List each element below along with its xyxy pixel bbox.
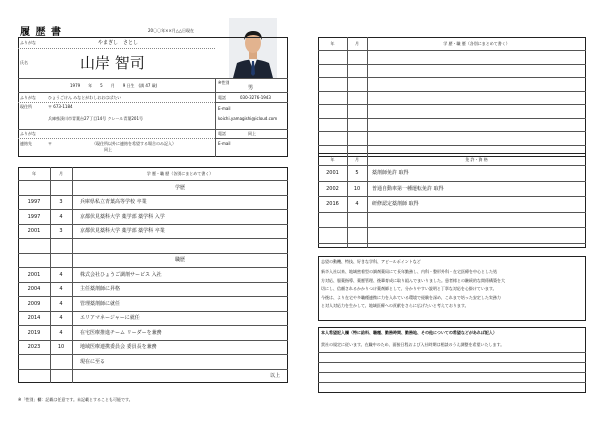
- name-label: 氏名: [20, 60, 28, 65]
- history-entry: 以上: [269, 373, 280, 379]
- history-month: 3: [59, 199, 63, 205]
- document-date: 20〇〇年××月△△日現在: [148, 28, 194, 33]
- history-month: 4: [59, 315, 63, 321]
- history2-column-header: 学 歴・職 歴（各別にまとめて書く）: [443, 41, 510, 46]
- row-divider: [318, 212, 586, 213]
- contact-email-label: E-mail: [218, 141, 231, 146]
- motivation-label: 志望の動機、特技、好きな学科、アピールポイントなど: [321, 259, 421, 264]
- contact-postal: 〒: [48, 141, 52, 146]
- contact-same: 同上: [104, 147, 112, 152]
- license-year: 2001: [326, 170, 339, 176]
- row-divider: [18, 253, 288, 254]
- document-title: 履 歴 書: [20, 27, 62, 38]
- row-divider: [318, 227, 586, 228]
- history-entry: 株式会社ひょうご調剤サービス 入社: [80, 271, 162, 278]
- history-entry: 主任薬剤師に昇格: [80, 286, 121, 292]
- row-divider: [18, 224, 288, 225]
- row-divider: [318, 104, 586, 105]
- gender-label: ※性別: [218, 80, 230, 85]
- history-entry: 京都伏見薬科大学 薬学部 薬学科 卒業: [80, 228, 165, 234]
- phone-label: 電話: [218, 95, 226, 100]
- row-divider: [18, 209, 288, 210]
- license-entry: 普通自動車第一種運転免許 取得: [372, 185, 444, 192]
- motivation-line: と対人対応力を生かして、地域医療への貢献をさらに広げたいと考えております。: [321, 303, 469, 308]
- row-divider: [18, 311, 288, 312]
- license-entry: 研修認定薬剤師 取得: [372, 201, 419, 207]
- row-divider: [318, 64, 586, 65]
- row-divider: [318, 77, 586, 78]
- birth-date: 1979 年 5 月 9 日生 (満 47 歳): [70, 83, 158, 88]
- row-divider: [318, 382, 586, 383]
- license-month: 4: [355, 201, 359, 207]
- requests-text: 貴社の規定に従います。在職中のため、面接日程および入社時期は相談のうえ調整を希望いたします。: [321, 342, 505, 347]
- history-year-header: 年: [32, 171, 36, 176]
- history-month: 3: [59, 228, 63, 234]
- motivation-line: 方対応、服薬指導、薬歴管理、後輩育成に取り組んでまいりました。患者様との継続的な関係構築を大: [321, 277, 505, 283]
- row-divider: [318, 372, 586, 373]
- row-divider: [18, 267, 288, 268]
- history-entry: 京都伏見薬科大学 薬学部 薬学科 入学: [80, 213, 165, 220]
- history-year: 2009: [27, 300, 41, 307]
- license-year: 2016: [326, 201, 339, 207]
- row-divider: [318, 131, 586, 132]
- history-year: 2014: [27, 315, 41, 321]
- row-divider: [318, 118, 586, 119]
- history2-month-header: 月: [355, 41, 359, 46]
- row-divider: [18, 282, 288, 283]
- email-label: E-mail: [218, 106, 231, 111]
- history-year: 2019: [27, 329, 41, 336]
- row-divider: [18, 180, 288, 181]
- row-divider: [318, 50, 586, 51]
- history-entry: 在宅医療推進チーム リーダーを兼務: [80, 329, 162, 336]
- row-divider: [18, 354, 288, 355]
- license-year-header: 年: [330, 157, 335, 162]
- row-divider: [318, 91, 586, 92]
- contact-phone-label: 電話: [218, 131, 226, 136]
- history-month: 4: [59, 271, 63, 278]
- license-month-header: 月: [355, 157, 359, 162]
- row-divider: [318, 196, 586, 197]
- footnote: ※「性別」欄：記載は任意です。未記載とすることも可能です。: [18, 397, 133, 402]
- history-year: 2001: [27, 228, 41, 234]
- history-entry: 職歴: [174, 257, 185, 263]
- history-month: 4: [59, 300, 63, 307]
- history-entry: 現在に至る: [80, 358, 106, 365]
- history-year: 2004: [27, 286, 41, 292]
- history-month: 10: [57, 344, 65, 350]
- row-divider: [18, 340, 288, 341]
- history-month-header: 月: [59, 171, 63, 176]
- motivation-line: 切にし、信頼されるかかりつけ薬剤師として、分かりやすい説明と丁寧な対応を心掛けています。: [321, 286, 497, 291]
- history-year: 1997: [27, 199, 41, 205]
- contact-phone-value: 同上: [248, 131, 256, 136]
- row-divider: [18, 325, 288, 326]
- row-divider: [318, 165, 586, 166]
- row-divider: [318, 362, 586, 363]
- history-month: 4: [59, 329, 63, 336]
- history-year: 1997: [27, 213, 41, 220]
- row-divider: [18, 296, 288, 297]
- full-name: 山岸 智司: [80, 54, 145, 72]
- history-table-continued: [318, 37, 586, 157]
- history-entry: 管理薬剤師に就任: [80, 300, 121, 307]
- motivation-line: 新卒入社以来、地域密着型の調剤薬局にて長年勤務し、内科・整形外科・在宅医療を中心とした処: [321, 269, 497, 274]
- address-furigana: ひょうごけん みなとがわしおおはばたい: [48, 95, 122, 100]
- row-divider: [18, 238, 288, 239]
- history-entry: 兵庫県私立青葉高等学校 卒業: [80, 199, 147, 205]
- address-furigana-label: ふりがな: [20, 95, 36, 100]
- row-divider: [318, 352, 586, 353]
- license-month: 5: [355, 170, 359, 176]
- row-divider: [18, 369, 288, 370]
- row-divider: [318, 145, 586, 146]
- contact-note: （現住所以外に連絡を希望する場合のみ記入）: [92, 141, 176, 146]
- row-divider: [318, 243, 586, 244]
- history-month: 4: [59, 286, 63, 292]
- history2-year-header: 年: [330, 41, 335, 46]
- furigana-label: ふりがな: [20, 40, 36, 45]
- row-divider: [318, 181, 586, 182]
- contact-furigana-label: ふりがな: [20, 131, 36, 136]
- license-entry: 薬剤師免許 取得: [372, 170, 409, 176]
- history-column-header: 学 歴・職 歴（各別にまとめて書く）: [146, 171, 214, 176]
- row-divider: [18, 195, 288, 196]
- history-entry: 地域医療連携委員会 委員長を兼務: [80, 344, 157, 350]
- requests-box: [318, 327, 586, 393]
- license-year: 2002: [326, 185, 339, 192]
- furigana-value: やまぎし さとし: [98, 40, 139, 46]
- history-year: 2001: [27, 271, 41, 278]
- history-entry: エリアマネージャーに就任: [80, 315, 140, 321]
- gender-value: 男: [248, 85, 254, 91]
- license-column-header: 免 許・資 格: [465, 157, 488, 162]
- requests-label: 本人希望記入欄（特に給料、職種、勤務時間、勤務地、その他についての希望などがあれば記入）: [321, 330, 497, 335]
- history-entry: 学歴: [174, 184, 185, 191]
- history-year: 2023: [27, 344, 41, 350]
- address-value: 兵庫県湊川市青葉台27丁目14号 クレール青葉201号: [48, 116, 144, 121]
- address-label: 現住所: [20, 104, 32, 109]
- postal-code: 〒 673-1184: [48, 104, 73, 109]
- license-month: 10: [353, 185, 361, 192]
- contact-label: 連絡先: [20, 141, 32, 146]
- history-month: 4: [59, 213, 63, 220]
- phone-value: 030-3276-1943: [240, 95, 271, 100]
- motivation-line: 今後は、より在宅や多職種連携に力を入れている環境で経験を深め、これまで培った安定した実務力: [321, 294, 501, 300]
- email-value: koichi.yamagishi@icloud.com: [218, 116, 278, 121]
